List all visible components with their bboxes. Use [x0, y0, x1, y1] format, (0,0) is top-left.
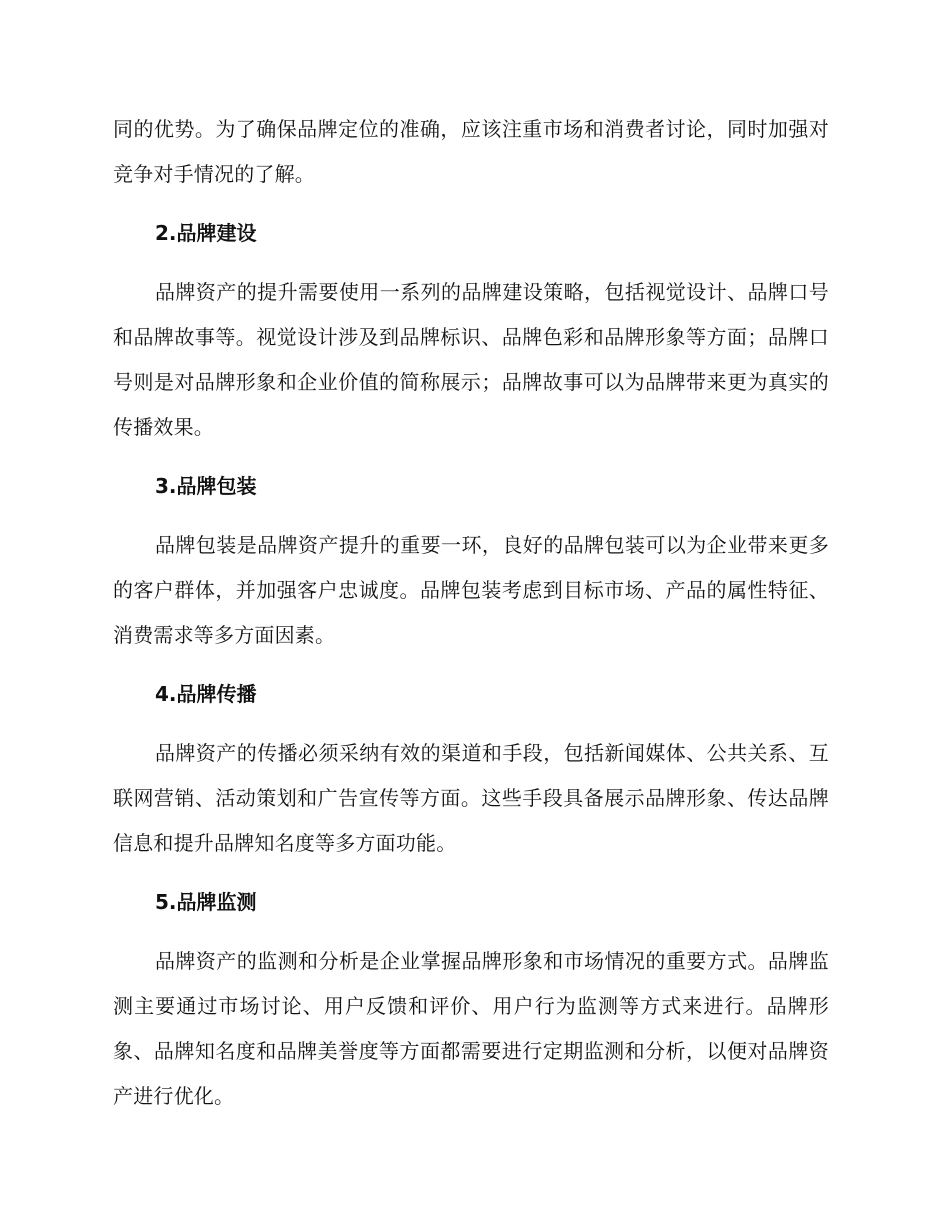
section-body-brand-building: 品牌资产的提升需要使用一系列的品牌建设策略，包括视觉设计、品牌口号和品牌故事等。视觉设计涉及到品牌标识、品牌色彩和品牌形象等方面；品牌口号则是对品牌形象和企业价值的简称展示；品牌故事可以为品牌带来更为真实的传播效果。 — [113, 280, 829, 439]
section-heading-brand-packaging: 3.品牌包装 — [155, 474, 257, 498]
section-body-brand-monitoring: 品牌资产的监测和分析是企业掌握品牌形象和市场情况的重要方式。品牌监测主要通过市场讨论、用户反馈和评价、用户行为监测等方式来进行。品牌形象、品牌知名度和品牌美誉度等方面都需要进行定期监测和分析，以便对品牌资产进行优化。 — [113, 949, 829, 1108]
section-heading-brand-communication: 4.品牌传播 — [155, 682, 257, 706]
section-body-brand-communication: 品牌资产的传播必须采纳有效的渠道和手段，包括新闻媒体、公共关系、互联网营销、活动策划和广告宣传等方面。这些手段具备展示品牌形象、传达品牌信息和提升品牌知名度等多方面功能。 — [113, 741, 829, 855]
section-body-brand-packaging: 品牌包装是品牌资产提升的重要一环，良好的品牌包装可以为企业带来更多的客户群体，并加强客户忠诚度。品牌包装考虑到目标市场、产品的属性特征、消费需求等多方面因素。 — [113, 533, 829, 647]
intro-paragraph: 同的优势。为了确保品牌定位的准确，应该注重市场和消费者讨论，同时加强对竞争对手情况的了解。 — [113, 117, 829, 186]
section-heading-brand-monitoring: 5.品牌监测 — [155, 890, 257, 914]
document-body — [113, 107, 829, 1119]
section-heading-brand-building: 2.品牌建设 — [155, 221, 257, 245]
